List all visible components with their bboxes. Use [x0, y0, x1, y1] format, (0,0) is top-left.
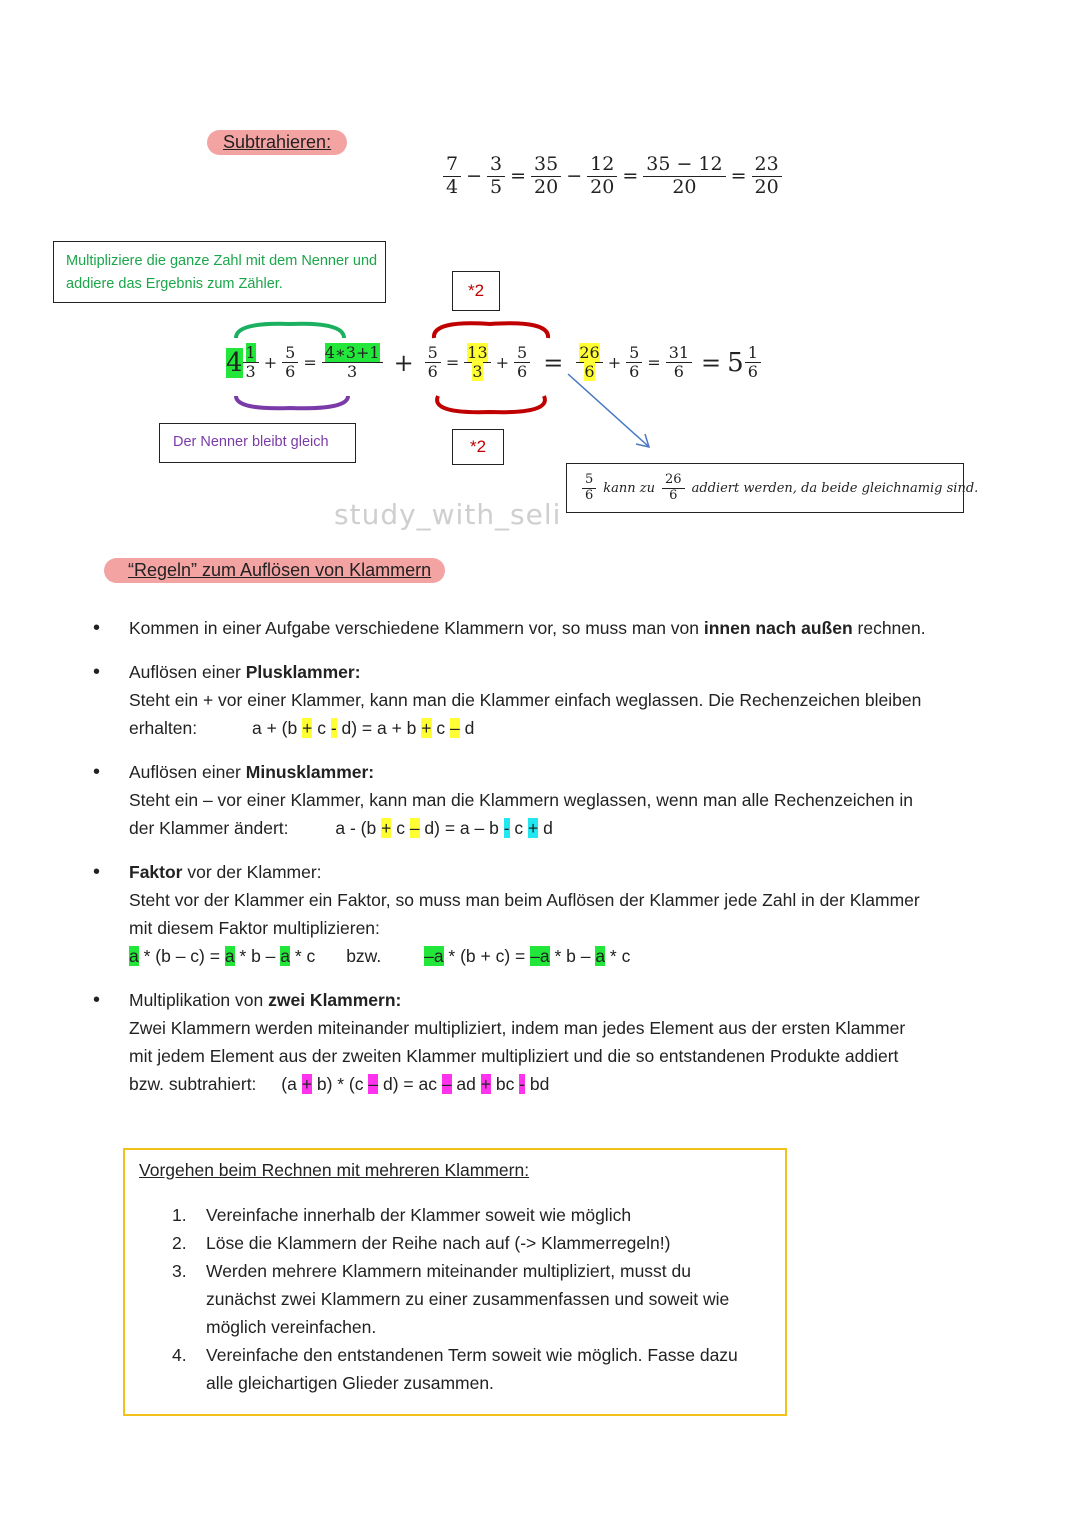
fraction: $\frac{3}{5}$ — [487, 154, 505, 199]
mixed-equation: 4 $\frac{1}{3}$ + $\frac{5}{6}$ = $\frac{4∗3+1}{3}$ + $\frac{5}{6}$ = $\frac{13}{3}$ + $\frac{5}{6}$ = $\frac{26}{6}$ + $\frac{5}{6}$ = $\frac{31}{6}$ = 5 $\frac{1}{6}$ — [226, 344, 764, 382]
whole-number: 4 — [226, 347, 243, 378]
rule-4-example-2: –a * (b + c) = –a * b – a * c — [424, 946, 631, 966]
subtract-equation: $\frac{7}{4}$ − $\frac{3}{5}$ = $\frac{35}{20}$ − $\frac{12}{20}$ = $\frac{35 - 12}{20}$ = $\frac{23}{20}$ — [440, 154, 785, 199]
procedure-box — [123, 1148, 787, 1416]
subtract-heading: Subtrahieren: — [207, 130, 347, 155]
rule-5-example: (a + b) * (c – d) = ac – ad + bc - bd — [281, 1074, 550, 1094]
rule-4: • Faktor vor der Klammer: Steht vor der Klammer ein Faktor, so muss man beim Auflösen der Klammer jede Zahl in der Klammer mit diesem Faktor multiplizieren: a * (b – c) = a * b – a * c bzw. –a * (b + c) = –a * b – a * c — [96, 858, 976, 970]
rule-1: • Kommen in einer Aufgabe verschiedene Klammern vor, so muss man von innen nach außen rechnen. — [96, 614, 976, 642]
rule-2: • Auflösen einer Plusklammer: Steht ein + vor einer Klammer, kann man die Klammer einfach weglassen. Die Rechenzeichen bleiben erhalten: a + (b + c - d) = a + b + c – d — [96, 658, 976, 742]
fraction: $\frac{7}{4}$ — [443, 154, 461, 199]
rule-3-example: a - (b + c – d) = a – b - c + d — [335, 818, 553, 838]
rules-heading: “Regeln” zum Auflösen von Klammern — [104, 558, 445, 583]
times-two-bottom: *2 — [452, 429, 504, 465]
red-bracket-top — [434, 323, 548, 338]
procedure-step: 4. Vereinfache den entstandenen Term soweit wie möglich. Fasse dazu alle gleichartigen Glieder zusammen. — [172, 1345, 738, 1393]
procedure-step: 1. Vereinfache innerhalb der Klammer soweit wie möglich — [172, 1205, 632, 1225]
fraction: $\frac{12}{20}$ — [587, 154, 617, 199]
note-green: Multipliziere die ganze Zahl mit dem Nenner und addiere das Ergebnis zum Zähler. — [53, 241, 386, 303]
procedure-heading: Vorgehen beim Rechnen mit mehreren Klammern: — [139, 1160, 530, 1180]
fraction: $\frac{23}{20}$ — [752, 154, 782, 199]
purple-bracket — [236, 396, 348, 408]
rule-3: • Auflösen einer Minusklammer: Steht ein – vor einer Klammer, kann man die Klammern weglassen, wenn man alle Rechenzeichen in der Klammer ändert: a - (b + c – d) = a – b - c + d — [96, 758, 976, 842]
rule-5: • Multiplikation von zwei Klammern: Zwei Klammern werden miteinander multipliziert, indem man jedes Element aus der ersten Klammer mit jedem Element aus der zweiten Klammer multipliziert und die so entstandenen Produkte addiert bzw. subtrahiert: (a + b) * (c – d) = ac – ad + bc - bd — [96, 986, 976, 1098]
rule-2-example: a + (b + c - d) = a + b + c – d — [251, 718, 475, 738]
rule-4-example: a * (b – c) = a * b – a * c — [129, 946, 316, 966]
note-purple: Der Nenner bleibt gleich — [159, 423, 356, 463]
arrow-line — [568, 374, 648, 446]
green-bracket — [236, 324, 344, 338]
fraction: $\frac{35 - 12}{20}$ — [643, 154, 725, 199]
times-two-top: *2 — [452, 271, 500, 311]
watermark: study_with_seli — [334, 498, 562, 531]
rules-list — [96, 614, 976, 1114]
procedure-step: 2. Löse die Klammern der Reihe nach auf (-> Klammerregeln!) — [172, 1233, 671, 1253]
procedure-step: 3. Werden mehrere Klammern miteinander multipliziert, musst du zunächst zwei Klammern zu einer zusammenfassen und soweit wie möglich vereinfachen. — [172, 1261, 730, 1337]
red-bracket-bottom — [437, 396, 545, 412]
fraction: $\frac{35}{20}$ — [531, 154, 561, 199]
explanation-box: $\frac{5}{6}$ kann zu $\frac{26}{6}$ addiert werden, da beide gleichnamig sind. — [566, 463, 964, 513]
